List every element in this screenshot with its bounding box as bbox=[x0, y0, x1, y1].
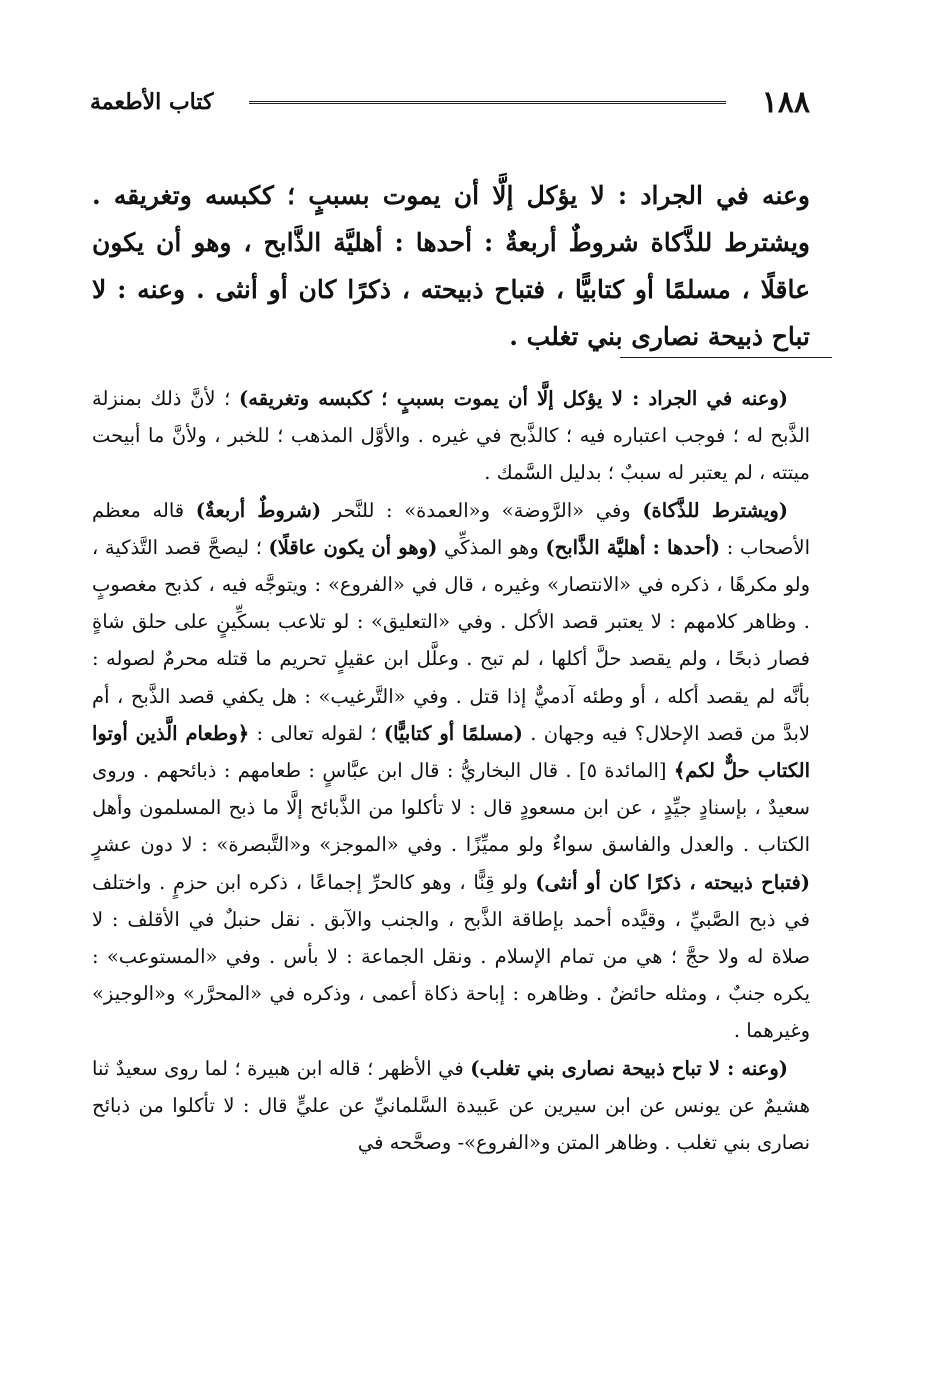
quoted-matn: (وعنه : لا تباح ذبيحة نصارى بني تغلب) bbox=[470, 1056, 788, 1080]
commentary-text: في الأظهر ؛ قاله ابن هبيرة ؛ لما روى سعيدٌ ثنا هشيمٌ عن يونس عن ابن سيرين عن عَبيدة السَّلمانيِّ عن عليٍّ قال : لا تأكلوا من ذبائح نصارى بني تغلب . وظاهر المتن و«الفروع»- وصحَّحه في bbox=[92, 1056, 810, 1155]
commentary-text: وفي «الرَّوضة» و«العمدة» : للنَّحر bbox=[321, 498, 643, 522]
book-title: كتاب الأطعمة bbox=[90, 89, 214, 115]
commentary-text: قاله معظم الأصحاب : bbox=[92, 498, 810, 559]
matn-text: وعنه في الجراد : لا يؤكل إلَّا أن يموت بسببٍ ؛ ككبسه وتغريقه . ويشترط للذَّكاة شروطٌ أربعةٌ : أحدها : أهليَّة الذَّابح ، وهو أن يكون عاقلًا ، مسلمًا أو كتابيًّا ، فتباح ذبيحته ، ذكرًا كان أو أنثى . وعنه : لا تباح ذبيحة نصارى بني تغلب . bbox=[92, 181, 810, 351]
page-number: ١٨٨ bbox=[761, 84, 810, 120]
commentary-text: [المائدة ٥] . قال البخاريُّ : قال ابن عبَّاسٍ : طعامهم : ذبائحهم . وروى سعيدٌ ، بإسنادٍ جيِّدٍ ، عن ابن مسعودٍ قال : لا تأكلوا من الذَّبائح إلَّا ما ذبح المسلمون وأهل الكتاب . والعدل والفاسق سواءٌ ولو مميِّزًا . وفي «الموجز» و«التَّبصرة» : لا دون عشرٍ bbox=[92, 759, 810, 857]
commentary-text: ؛ ليصحَّ قصد التَّذكية ، ولو مكرهًا ، ذكره في «الانتصار» وغيره ، قال في «الفروع» : ويتوجَّه فيه ، كذبح مغصوبٍ . وظاهر كلامهم : لا يعتبر قصد الأكل . وفي «التعليق» : لو تلاعب بسكِّينٍ على حلق شاةٍ فصار ذبحًا ، ولم يقصد حلَّ أكلها ، لم تبح . وعلَّل ابن عقيلٍ تحريم ما قتله محرمٌ لصوله : بأنَّه لم يقصد أكله ، أو وطئه آدميٌّ إذا قتل . وفي «التَّرغيب» : هل يكفي قصد الذَّبح ، أم لابدَّ من قصد الإحلال؟ فيه وجهان . bbox=[92, 535, 810, 745]
sharh-paragraph-2 bbox=[92, 492, 810, 1050]
header-rule bbox=[249, 101, 725, 104]
commentary-text: وهو المذكِّي bbox=[437, 535, 546, 559]
quoted-matn: (فتباح ذبيحته ، ذكرًا كان أو أنثى) bbox=[535, 870, 810, 894]
quoted-matn: (وعنه في الجراد : لا يؤكل إلَّا أن يموت بسببٍ ؛ ككبسه وتغريقه) bbox=[239, 387, 788, 410]
sharh-paragraph-1 bbox=[92, 380, 810, 492]
quoted-matn: (أحدها : أهليَّة الذَّابح) bbox=[545, 535, 721, 559]
commentary-text: ولو قِنًّا ، وهو كالحرِّ إجماعًا ، ذكره ابن حزمٍ . واختلف في ذبح الصَّبيِّ ، وقيَّده أحمد بإطاقة الذَّبح ، والجنب والآبق . نقل حنبلٌ في الأقلف : لا صلاة له ولا حجَّ ؛ هي من تمام الإسلام . ونقل الجماعة : لا بأس . وفي «المستوعب» : يكره جنبٌ ، ومثله حائضٌ . وظاهره : إباحة ذكاة أعمى ، وذكره في «المحرَّر» و«الوجيز» وغيرهما . bbox=[92, 870, 810, 1043]
quoted-matn: (شروطٌ أربعةٌ) bbox=[195, 498, 322, 522]
quoted-matn: (ويشترط للذَّكاة) bbox=[642, 498, 788, 522]
quoted-matn: (وهو أن يكون عاقلًا) bbox=[268, 535, 438, 559]
matn-separator bbox=[620, 357, 832, 358]
sharh-commentary bbox=[92, 380, 810, 1161]
commentary-text: ؛ لأنَّ ذلك بمنزلة الذَّبح له ؛ فوجب اعتباره فيه ؛ كالذَّبح في غيره . والأوَّل المذهب ؛ للخبر ، ولأنَّ ما أبيحت ميتته ، لم يعتبر له سببٌ ؛ بدليل السَّمك . bbox=[92, 387, 810, 485]
sharh-paragraph-3 bbox=[92, 1050, 810, 1162]
page-header bbox=[90, 80, 810, 124]
commentary-text: ؛ لقوله تعالى : bbox=[249, 721, 384, 745]
quoted-matn: (مسلمًا أو كتابيًّا) bbox=[383, 721, 523, 745]
quran-verse: ﴿وطعام الَّذين أوتوا الكتاب حلٌّ لكم﴾ bbox=[92, 721, 811, 783]
